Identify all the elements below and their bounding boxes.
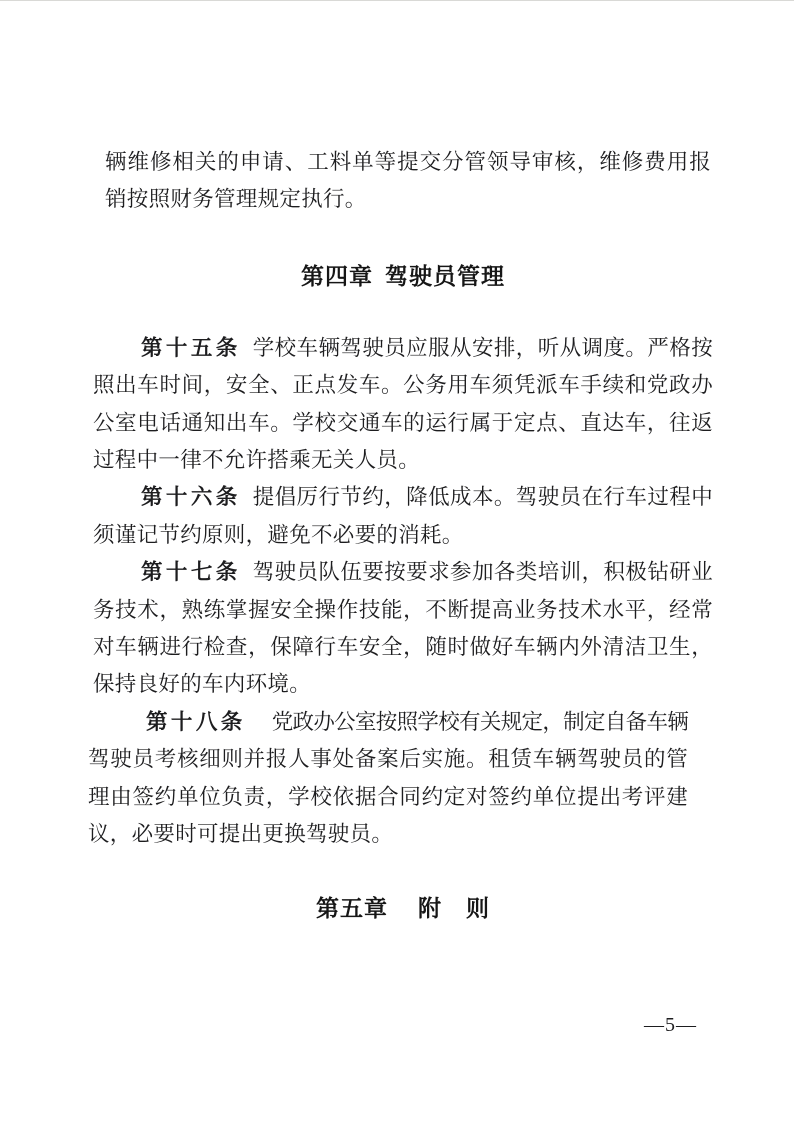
text-line: 销按照财务管理规定执行。 (105, 187, 367, 212)
chapter-title: 驾驶员管理 (385, 262, 505, 289)
scan-top-edge (0, 0, 794, 1)
article-paragraph-17 (93, 554, 713, 704)
text-line (93, 554, 713, 591)
article-paragraph-15 (93, 330, 713, 480)
article-text: 学校车辆驾驶员应服从安排，听从调度。严格按 (252, 335, 713, 360)
text-line: 须谨记节约原则，避免不必要的消耗。 (93, 522, 464, 547)
text-line (88, 704, 688, 741)
article-paragraph-18 (88, 704, 688, 854)
text-line: 理由签约单位负责，学校依据合同约定对签约单位提出考评建 (88, 784, 688, 809)
chapter-heading-5 (93, 890, 713, 927)
chapter-number: 第四章 (301, 262, 373, 289)
text-line: 保持良好的车内环境。 (93, 672, 312, 697)
page-number: —5— (644, 1014, 697, 1036)
text-line: 议，必要时可提出更换驾驶员。 (88, 822, 394, 847)
text-line: 务技术，熟练掌握安全操作技能，不断提高业务技术水平，经常 (93, 597, 713, 622)
text-line: 公室电话通知出车。学校交通车的运行属于定点、直达车，往返 (93, 410, 713, 435)
text-line: 对车辆进行检查，保障行车安全，随时做好车辆内外清洁卫生， (93, 635, 713, 660)
document-body (88, 144, 713, 927)
article-text: 提倡厉行节约，降低成本。驾驶员在行车过程中 (252, 485, 713, 510)
article-number: 第十五条 (141, 335, 241, 360)
text-line (93, 330, 713, 367)
chapter-heading-4 (93, 258, 713, 295)
article-number: 第十八条 (146, 709, 246, 734)
article-text: 党政办公室按照学校有关规定，制定自备车辆 (271, 709, 688, 734)
chapter-number: 第五章 (316, 894, 388, 921)
continuation-paragraph (105, 144, 711, 219)
text-line: 辆维修相关的申请、工料单等提交分管领导审核，维修费用报 (105, 150, 711, 174)
text-line: 照出车时间，安全、正点发车。公务用车须凭派车手续和党政办 (93, 373, 713, 398)
article-text: 驾驶员队伍要按要求参加各类培训，积极钻研业 (252, 560, 713, 585)
article-paragraph-16 (93, 479, 713, 554)
text-line (93, 479, 713, 516)
article-number: 第十七条 (141, 560, 241, 585)
text-line: 过程中一律不允许搭乘无关人员。 (93, 448, 421, 473)
text-line: 驾驶员考核细则并报人事处备案后实施。租赁车辆驾驶员的管 (88, 747, 688, 772)
article-number: 第十六条 (141, 485, 241, 510)
chapter-title: 附 则 (418, 894, 490, 921)
